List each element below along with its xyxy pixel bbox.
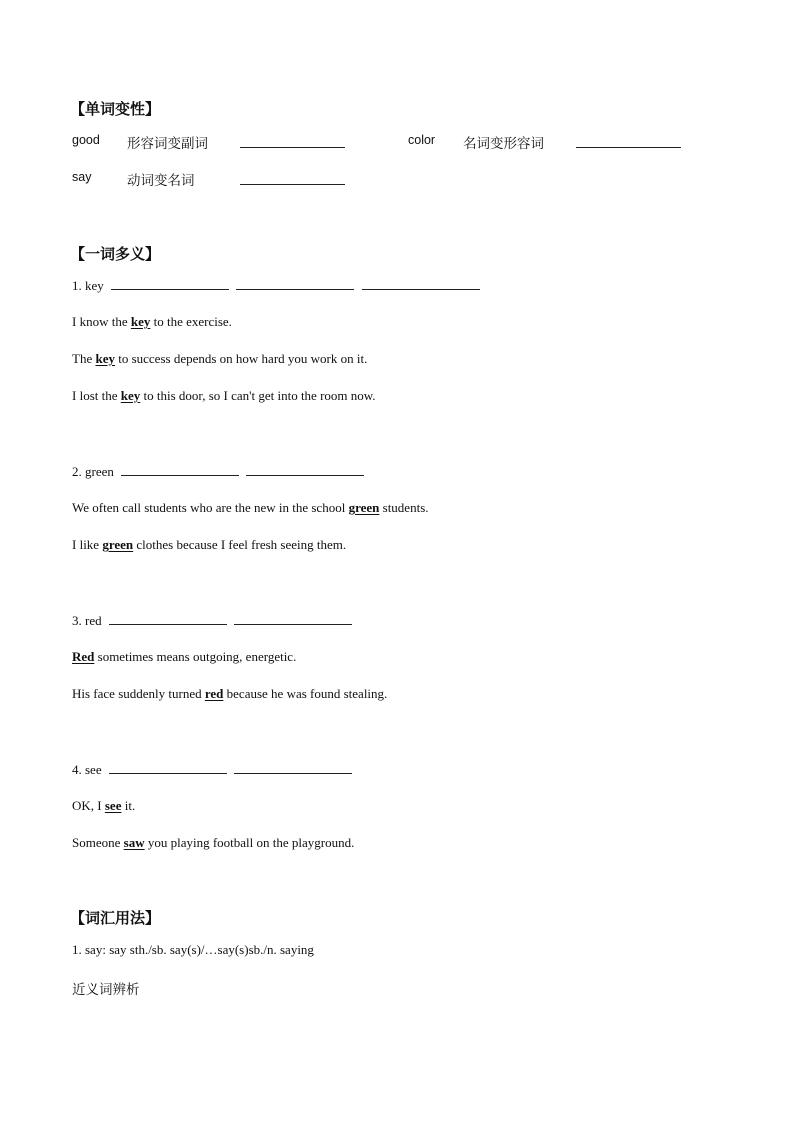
- word-color: color: [408, 133, 436, 147]
- item-red-row: [72, 612, 352, 629]
- section-title-polysemy: 【一词多义】: [70, 245, 161, 263]
- keyword: see: [104, 798, 122, 813]
- item-label: 2. green: [72, 464, 114, 479]
- sentence-text: We often call students who are the new in the school: [72, 500, 349, 515]
- example-sentence: [72, 314, 232, 330]
- answer-blank[interactable]: [234, 612, 352, 625]
- answer-blank[interactable]: [109, 612, 227, 625]
- item-label: 4. see: [72, 762, 102, 777]
- synonym-analysis-label: 近义词辨析: [72, 982, 140, 998]
- sentence-text: Someone: [72, 835, 124, 850]
- example-sentence: [72, 835, 354, 851]
- example-sentence: [72, 537, 346, 553]
- example-sentence: [72, 798, 135, 814]
- sentence-text: clothes because I feel fresh seeing them.: [133, 537, 347, 552]
- item-label: 1. key: [72, 278, 104, 293]
- sentence-text: to the exercise.: [150, 314, 232, 329]
- keyword: key: [130, 314, 151, 329]
- sentence-text: to this door, so I can't get into the room now.: [140, 388, 376, 403]
- answer-blank[interactable]: [111, 277, 229, 290]
- answer-blank[interactable]: [362, 277, 480, 290]
- keyword: saw: [123, 835, 145, 850]
- instruction-verb-to-noun: 动词变名词: [127, 173, 195, 189]
- section-title-word-forms: 【单词变性】: [70, 100, 161, 118]
- sentence-text: students.: [379, 500, 429, 515]
- example-sentence: [72, 388, 376, 404]
- instruction-adj-to-adv: 形容词变副词: [127, 136, 208, 152]
- answer-blank-color[interactable]: [576, 147, 681, 148]
- example-sentence: [72, 500, 429, 516]
- keyword: green: [348, 500, 380, 515]
- sentence-text: to success depends on how hard you work on it.: [114, 351, 368, 366]
- instruction-noun-to-adj: 名词变形容词: [463, 136, 544, 152]
- sentence-text: because he was found stealing.: [223, 686, 388, 701]
- answer-blank[interactable]: [109, 761, 227, 774]
- word-say: say: [72, 170, 92, 184]
- sentence-text: His face suddenly turned: [72, 686, 205, 701]
- item-key-row: [72, 277, 480, 294]
- answer-blank[interactable]: [236, 277, 354, 290]
- item-see-row: [72, 761, 352, 778]
- sentence-text: OK, I: [72, 798, 105, 813]
- sentence-text: I lost the: [72, 388, 121, 403]
- example-sentence: [72, 649, 296, 665]
- sentence-text: I like: [72, 537, 103, 552]
- item-green-row: [72, 463, 364, 480]
- usage-line: 1. say: say sth./sb. say(s)/…say(s)sb./n. saying: [72, 942, 314, 957]
- sentence-text: The: [72, 351, 96, 366]
- answer-blank[interactable]: [234, 761, 352, 774]
- item-label: 3. red: [72, 613, 102, 628]
- example-sentence: [72, 686, 387, 702]
- keyword: key: [95, 351, 115, 366]
- sentence-text: you playing football on the playground.: [144, 835, 355, 850]
- section-title-vocab-usage: 【词汇用法】: [70, 909, 161, 927]
- answer-blank-say[interactable]: [240, 184, 345, 185]
- keyword: green: [102, 537, 134, 552]
- sentence-text: I know the: [72, 314, 131, 329]
- keyword: Red: [72, 649, 95, 664]
- answer-blank[interactable]: [121, 463, 239, 476]
- keyword: red: [204, 686, 224, 701]
- keyword: key: [120, 388, 141, 403]
- sentence-text: sometimes means outgoing, energetic.: [94, 649, 297, 664]
- answer-blank-good[interactable]: [240, 147, 345, 148]
- answer-blank[interactable]: [246, 463, 364, 476]
- sentence-text: it.: [121, 798, 136, 813]
- word-good: good: [72, 133, 100, 147]
- example-sentence: [72, 351, 367, 367]
